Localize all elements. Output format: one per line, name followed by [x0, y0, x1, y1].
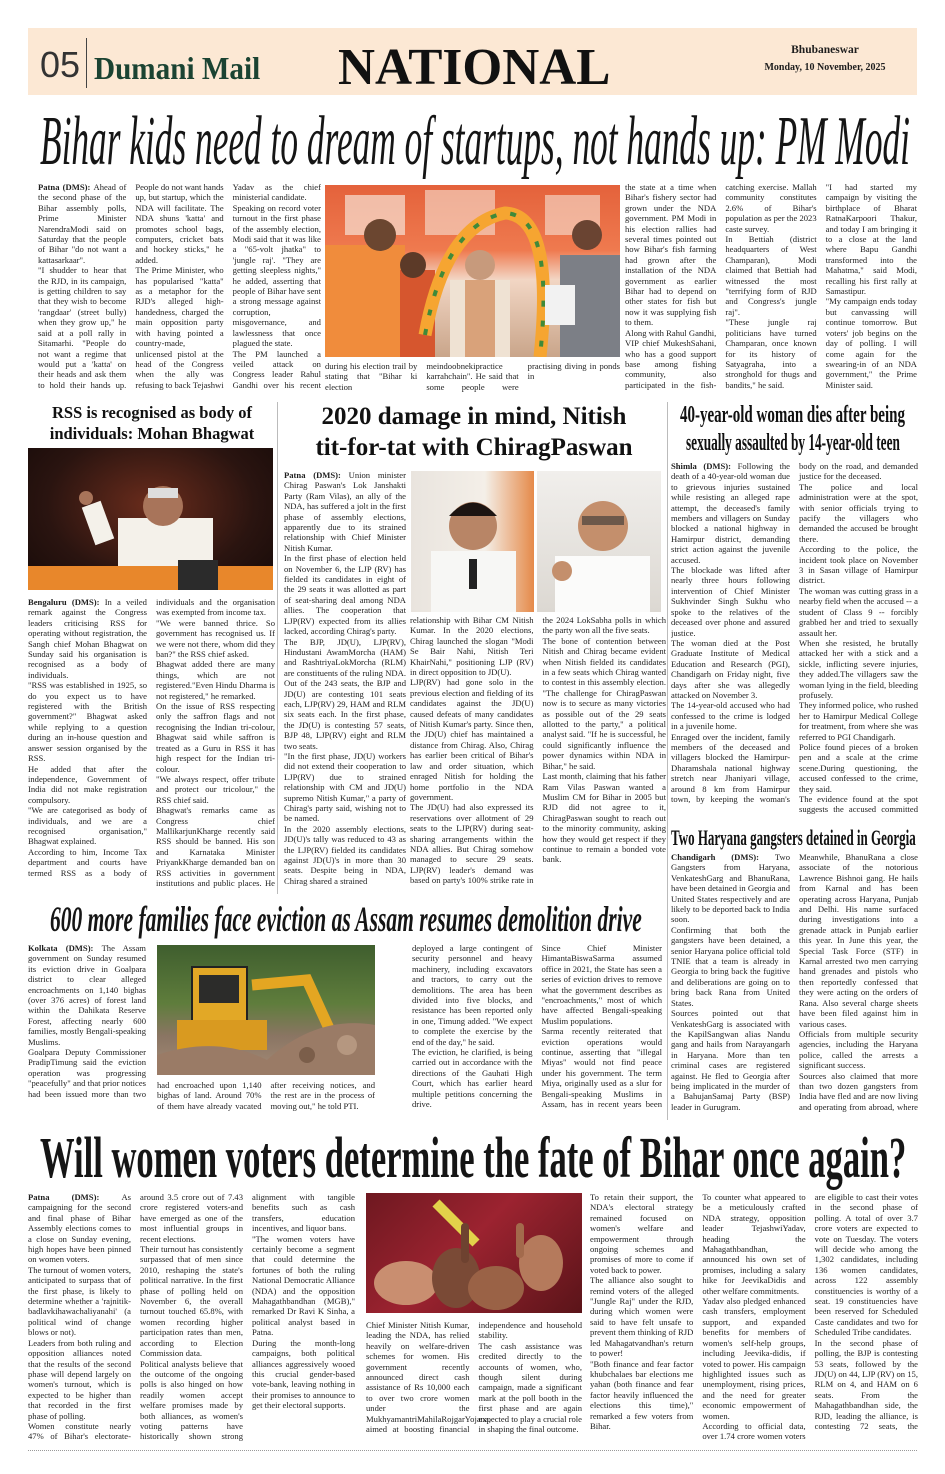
paragraph: The evidence found at the spot suggests the accused committed	[799, 794, 918, 815]
paragraph: In the 2020 assembly elections, JD(U)'s tally was reduced to 43 as the LJP(RV) fielded its candidates against JD(U)'s in more than 30 seats. Despite being in NDA, Chirag shared a strained	[284, 823, 406, 886]
nitish-headline: 2020 damage in mind, Nitish tit-for-tat with ChiragPaswan	[315, 403, 633, 461]
paragraph: According to him, Income Tax department and courts have termed RSS as a body of individuals and the organisation was exempted from income tax.	[28, 597, 275, 878]
paragraph: Last month, claiming that his father Ram Vilas Paswan wanted a Muslim CM for Bihar in 2005 but RJD did not agree to it, ChiragPaswan sought to reach out to the minority community, asking how they would get respect if they continue to remain a bonded vote bank.	[542, 771, 666, 865]
paragraph: Bengaluru (DMS): In a veiled remark against the Congress leaders criticising RSS for operating without registration, the Sangh chief Mohan Bhagwat on Sunday said his organisation is recognised as a body of individuals.	[28, 597, 147, 680]
lead-photo-modi-garlanded	[325, 185, 620, 357]
haryana-body	[671, 852, 918, 1117]
paragraph: According to the police, the incident took place on November 3 in Sasan village of Hamirpur district.	[799, 544, 918, 586]
rss-headline: RSS is recognised as body of individuals: Mohan Bhagwat	[49, 403, 255, 443]
paragraph: Enraged over the incident, family members of the deceased and villagers blocked the Hamirpur-Dharamshala national highway stretch near Jhaniyari village, around 8 km from Hamirpur town, by keeping the woman's body on the road, and demanded justice for the deceased.	[671, 461, 918, 804]
paragraph: To counter what appeared to be a meticulously crafted NDA strategy, opposition leader TejashwiYadav, heading the Mahagathbandhan, announced his own set of promises, including a salary hike for JeevikaDidis and other welfare commitments.	[702, 1192, 806, 1296]
photo-illustration	[411, 471, 534, 612]
paragraph: Along with Rahul Gandhi, VIP chief MukeshSahani, who has a good support base among fishing community, also participated in the fish-catching exercise. Mallah community constitutes 2.6% of Bihar's population as per the 2023 caste survey.	[625, 182, 817, 390]
dateline: Shimla (DMS):	[671, 461, 738, 471]
paragraph: LJP(RV) had gone solo in the previous election and fielding of its candidates against the JD(U) caused defeats of many candidates of Nitish Kumar's party. Since then, the JD(U) chief has maintained a distance from Chirag. Also, Chirag has earlier been critical of Bihar's law and order situation, which enraged Nitish for holding the home portfolio in the NDA government.	[410, 677, 534, 802]
masthead-divider	[86, 38, 87, 88]
paragraph: Political analysts believe that the outcome of the ongoing polls is also hinged on how readily women accept welfare promises made by both alliances, as women's voting patterns have historically shown strong alignment with tangible benefits such as cash transfers, education incentives, and liquor bans.	[140, 1192, 355, 1442]
paragraph: In the first phase of election held on November 6, the LJP (RV) has fielded its candidates in eight of the 29 seats it was allotted as part of seat-sharing deal among NDA allies. The cooperation that LJP(RV) expected from its allies lacked, according Chirag's party.	[284, 553, 406, 637]
women-photo-inked-fingers	[366, 1193, 582, 1313]
lead-body-left	[38, 182, 321, 396]
edition-date: Monday, 10 November, 2025	[764, 62, 886, 73]
paragraph: had encroached upon 1,140 bighas of land. Around 70% of them have already vacated after receiving notices, and the rest are in the process of moving out," he told PTI.	[157, 1080, 375, 1111]
dateline: Bengaluru (DMS):	[28, 597, 105, 607]
paragraph: The blockade was lifted after nearly three hours following intervention of Chief Minister Sukhvinder Singh Sukhu who spoke to the relatives of the deceased over phone and assured justice.	[671, 565, 790, 638]
paragraph: "RSS was established in 1925, so do you expect us to have registered with the British government?" Bhagwat asked while replying to a question during an in-house question and answer session organised by the RSS.	[28, 680, 147, 764]
paragraph: Patna (DMS): Union minister Chirag Paswan's Lok Janshakti Party (Ram Vilas), an ally of the NDA, has suffered a jolt in the first phase of assembly elections, apparently due to its strained relationship with Chief Minister Nitish Kumar.	[284, 470, 406, 553]
photo-illustration	[28, 448, 273, 590]
paragraph: On the issue of RSS respecting only the saffron flags and not recognising the Indian tri-colour, Bhagwat said while saffron is treated as a Guru in RSS it has high respect for the Indian tri-colour.	[156, 701, 275, 774]
paragraph: "The women voters have certainly become a segment that could determine the fortunes of both the ruling National Democratic Alliance (NDA) and the opposition Mahagathbandhan (MGB)," remarked Dr Ravi K Sinha, a political analyst based in Patna.	[252, 1233, 355, 1338]
photo-illustration	[157, 945, 375, 1075]
women-headline: Will women voters determine the fate of Bihar once again?	[40, 1125, 907, 1190]
photo-illustration	[325, 185, 620, 357]
paragraph: Since Chief Minister HimantaBiswaSarma assumed office in 2021, the State has seen a series of eviction drives to remove what the government describes as "encroachments," most of which have affected Bengali-speaking Muslim populations.	[541, 943, 662, 1026]
dateline: Patna (DMS):	[28, 1192, 122, 1202]
nitish-body-right	[410, 615, 666, 895]
lead-body-right	[625, 182, 917, 396]
column-divider	[277, 402, 278, 894]
photo-illustration	[537, 471, 661, 612]
lead-headline: Bihar kids need to dream of startups, not hands up: PM Modi	[40, 103, 910, 180]
paragraph: The BJP, JD(U), LJP(RV), Hindustani AwamMorcha (HAM) and RashtriyaLokMorcha (RLM) are constituents of the ruling NDA. Out of the 243 seats, the BJP and JD(U) are contesting 101 seats each, LJP(RV) 29, HAM and RLM six seats each. In the first phase, the JD(U) is contesting 57 seats, BJP 48, LJP(RV) eight and RLM two seats.	[284, 636, 406, 751]
haryana-headline: Two Haryana gangsters detained in Georgia	[671, 825, 916, 850]
paragraph: Meanwhile, BhanuRana a close associate of the notorious Lawrence Bishnoi gang. He hails from Karnal and has been operating across Haryana, Punjab and Delhi. His name surfaced during investigations into a grenade attack in Punjab earlier this year. In June this year, the Special Task Force (STF) in Karnal arrested two men carrying hand grenades and pistols who then reportedly confessed that they were acting on the orders of Rana. Also several charge sheets have been filed against him in various cases.	[799, 852, 918, 1029]
photo-illustration	[366, 1193, 582, 1313]
shimla-body	[671, 461, 918, 821]
paragraph: Sources pointed out that VenkateshGarg is associated with the KapilSangwan alias Nandu gang and hails from Narayangarh in Haryana. More than ten criminal cases are registered against. He fled to Georgia after being implicated in the murder of a BahujanSamaj Party (BSP) leader in Gurugram.	[671, 1008, 790, 1112]
paragraph: Chief Minister Nitish Kumar, leading the NDA, has relied heavily on welfare-driven schemes for women. His government recently announced direct cash assistance of Rs 10,000 each to over two crore women under the MukhyamantriMahilaRojgarYojana, aimed at boosting financial independence and household stability.	[366, 1320, 582, 1435]
paragraph: "These jungle raj politicians have turned Champaran, once known for its history of Satyagraha, into a stronghold for thugs and bandits," he said.	[725, 317, 817, 390]
paragraph: Yadav also pledged enhanced cash transfers, employment support, and expanded benefits for members of women's self-help groups, including Jeevika-didis, if voted to power. His campaign highlighted issues such as unemployment, rising prices, and the need for greater economic empowerment of women.	[702, 1296, 806, 1421]
paragraph: The bone of contention between Nitish and Chirag became evident when Nitish fielded its candidates in a few seats which Chirag wanted to contest in this assembly election. "The challenge for ChiragPaswan now is to secure as many victories as possible out of the 29 seats allotted to the party," a political analyst said. "If he is successful, he could significantly influence the power dynamics within NDA in Bihar," he said.	[542, 635, 666, 771]
paragraph: The police and local administration were at the spot, with senior officials trying to pacify the villagers who demanded the accused be brought there.	[799, 481, 918, 544]
shimla-headline-line1: 40-year-old woman dies after being	[680, 402, 905, 428]
paragraph: Shimla (DMS): Following the death of a 40-year-old woman due to grievous injuries sustained while resisting an alleged rape attempt, the deceased's family members and villagers on Sunday blocked a national highway in Hamirpur district, demanding strict action against the juvenile accused.	[671, 461, 790, 565]
paragraph: During the month-long campaigns, both political alliances aggressively wooed this crucial gender-based vote-bank, leaving nothing in their promises to announce to get their electoral supports.	[252, 1337, 355, 1411]
paragraph: "In the first phase, JD(U) workers did not extend their cooperation to LJP(RV) due to strained relationship with CM and JD(U) supremo Nitish Kumar," a party of Chirag's party said, wishing not to be named.	[284, 750, 406, 824]
assam-photo-bulldozer	[157, 945, 375, 1075]
paragraph: Kolkata (DMS): The Assam government on Sunday resumed its eviction drive in Goalpara district to clear alleged encroachments on 1,140 bighas (over 376 acres) of forest land within the Dahikata Reserve Forest, affecting nearly 600 families, mostly Bengali-speaking Muslims.	[28, 943, 146, 1047]
paragraph: "We always respect, offer tribute and protect our tricolour," the RSS chief said.	[156, 773, 275, 805]
dateline: Patna (DMS):	[38, 182, 94, 192]
paragraph: The woman died at the Post Graduate Institute of Medical Education and Research (PGI), Chandigarh on Friday night, five days after she was allegedly attacked on November 3.	[671, 637, 790, 700]
paragraph: He added that after the independence, Government of India did not make registration compulsory.	[28, 763, 147, 805]
shimla-headline-line2: sexually assaulted by 14-year-old teen	[686, 430, 900, 456]
paragraph: Their turnout has consistently surpassed that of men since 2010, reshaping the state's political narrative. In the first phase of polling held on November 6, the overall turnout touched 65.8%, with women recording higher participation rates than men, according to Election Commission data.	[140, 1244, 243, 1359]
women-body-left	[28, 1192, 355, 1442]
assam-body-middle	[157, 1080, 375, 1118]
paragraph: In Bettiah (district headquarters of West Champaran), Modi claimed that Bettiah had witnessed the most "terrifying form of RJD and Congress's jungle raj".	[725, 234, 817, 317]
rss-body	[28, 597, 275, 894]
paragraph: Bhagwat's remarks came as Congress chief MallikarjunKharge recently said RSS should be banned. His son and Karnataka Minister PriyankKharge demanded ban on RSS activities in government institutions and public places. He	[156, 805, 275, 888]
paragraph: "Both finance and fear factor khubchalaes bar elections me yahan (both finance and fear factor heavily influenced the elections this time)," remarked a few voters from Bihar.	[590, 1358, 694, 1431]
paragraph: Sarma recently reiterated that eviction operations would continue, asserting that "illegal Miyas" would not find peace under his government. The term Miya, originally used as a slur for Bengali-speaking Muslims in Assam, has in recent years been	[541, 1026, 662, 1110]
women-body-right	[590, 1192, 918, 1442]
lead-body-middle	[325, 361, 620, 397]
paragraph: Confirming that both the gangsters have been detained, a senior Haryana police official told TNIE that a team is already in Georgia to bring back the fugitive and deliberations are going on to bring back Rana from United States.	[671, 924, 790, 1008]
assam-body-right	[412, 943, 662, 1118]
paragraph: Leaders from both ruling and opposition alliances noted that the results of the second phase will depend largely on women's turnout, which is expected to be higher than that recorded in the first phase of polling.	[28, 1337, 131, 1421]
paragraph: Police found pieces of a broken pen and a scale at the crime scene.During questioning, the accused confessed to the crime, they said.	[799, 741, 918, 794]
photo-nitish-kumar	[537, 471, 661, 612]
dateline: Kolkata (DMS):	[28, 943, 102, 953]
page-number: 05	[40, 44, 81, 85]
paragraph: The cash assistance was credited directly to the accounts of women, who, though silent during campaign, made a significant mark at the poll booth in the first phase and are again expected to play a crucial role in shaping the final outcome.	[478, 1340, 582, 1435]
paragraph: In the second phase of polling, the BJP is contesting 53 seats, followed by the JD(U) on 44, LJP (RV) on 15, RLM on 4, and HAM on 6 seats. From the Mahagathbandhan side, the RJD, leading the alliance, is contesting 72 seats, the	[814, 1337, 918, 1431]
paragraph: The PM launched a veiled attack on Congress leader Rahul Gandhi over his recent	[232, 348, 321, 390]
paragraph: To retain their support, the NDA's electoral strategy remained focused on women's welfare and empowerment through ongoing schemes and promises of more to come if voted back to power.	[590, 1192, 694, 1275]
section-title: NATIONAL	[338, 39, 611, 96]
nitish-body-left	[284, 470, 406, 895]
paragraph: "I shudder to hear that the RJD, in its campaign, is getting children to say that they wish to become 'rangdaar' (street bully) when they grow up," he said at a poll rally in Sitamarhi. "People do not want a regime that would put a 'katta' on their heads and ask them to hold their hands up. People do not want hands up, but startup, which the NDA will facilitate. The NDA shuns 'katta' and promotes school bags, computers, cricket bats and hockey sticks," he added.	[38, 182, 224, 390]
paragraph: According to official data, over 1.74 crore women voters are eligible to cast their votes in the second phase of polling. A total of over 3.7 crore voters are expected to vote on Tuesday. The voters will decide who among the 1,302 candidates, including 136 women candidates, across 122 assembly constituencies is worthy of a seat. 19 constituencies have been reserved for Scheduled Caste candidates and two for Scheduled Tribe candidates.	[702, 1192, 918, 1442]
paragraph: They informed police, who rushed her to Hamirpur Medical College for treatment, from where she was referred to PGI Chandigarh.	[799, 700, 918, 742]
paragraph: Chandigarh (DMS): Two Gangsters from Haryana, VenkateshGarg and BhanuRana, have been detained in Georgia and United States respectively and are likely to be deported back to India soon.	[671, 852, 790, 925]
paragraph: Bhagwat added there are many things, which are not registered."Even Hindu Dharma is not registered," he remarked.	[156, 659, 275, 701]
column-divider	[667, 402, 668, 1120]
paragraph: Patna (DMS): As campaigning for the second and final phase of Bihar Assembly elections comes to a close on Sunday evening, high hopes have been pinned on women voters.	[28, 1192, 131, 1265]
paragraph: "I had started my campaign by visiting the birthplace of Bharat RatnaKarpoori Thakur, and today I am bringing it to a close at the land where Bapu Gandhi transformed into the Mahatma," said Modi, recalling his first rally at Samastipur.	[825, 182, 917, 297]
paragraph: The eviction, he clarified, is being carried out in accordance with the directions of the Gauhati High Court, which has earlier heard multiple petitions concerning the drive.	[412, 1047, 533, 1110]
dateline: Chandigarh (DMS):	[671, 852, 775, 862]
paragraph: "We were banned thrice. So government has recognised us. If we were not there, whom did they ban?" the RSS chief asked.	[156, 617, 275, 660]
assam-body-left	[28, 943, 146, 1118]
dateline: Patna (DMS):	[284, 470, 349, 480]
paragraph: the state at a time when Bihar's fishery sector had grown under the NDA government. PM Modi in his election rallies had several times pointed out how Bihar's fish farming had grown after the installation of the NDA government as earlier Bihar had to depend on other states for fish but now it was supplying fish to them.	[625, 182, 717, 328]
paragraph: Patna (DMS): Ahead of the second phase of the Bihar assembly polls, Prime Minister NarendraModi said on Saturday that the people of Bihar "do not want a kattasarkaar".	[38, 182, 127, 265]
assam-headline: 600 more families face eviction as Assam resumes demolition drive	[50, 899, 642, 939]
paragraph: Goalpara Deputy Commissioner PradipTimung said the eviction operation was progressing "peacefully" and that prior notices had been issued more than two	[28, 1047, 146, 1099]
rss-photo-bhagwat	[28, 448, 273, 590]
paragraph: The 14-year-old accused who had confessed to the crime is lodged in a juvenile home.	[671, 700, 790, 732]
paragraph: When she resisted, he brutally attacked her with a stick and a sickle, inflicting severe injuries, they added.The villagers saw the woman lying in the field, bleeding profusely.	[799, 637, 918, 700]
paragraph: The alliance also sought to remind voters of the alleged "Jungle Raj" under the RJD, during which women were said to have felt unsafe to prevent them thinking of RJD led Mahagatvandhan's return to power!	[590, 1275, 694, 1359]
photo-chirag-paswan	[411, 471, 534, 612]
paragraph: Officials from multiple security agencies, including the Haryana police, called the arrests a significant success.	[799, 1028, 918, 1071]
paragraph: during his election trail by stating that "Bihar ki election meindoobnekipractice karrahchain". He said that some people were practising diving in ponds in	[325, 361, 620, 392]
edition-city: Bhubaneswar	[791, 44, 859, 56]
page-bottom-rule	[28, 1450, 917, 1451]
paragraph: relationship with Bihar CM Nitish Kumar. In the 2020 elections, Chirag launched the slogan "Modi Se Bair Nahi, Nitish Teri KhairNahi," positioning LJP (RV) in direct opposition to JD(U).	[410, 615, 534, 678]
paragraph: The turnout of women voters, anticipated to surpass that of the first phase, is likely to determine whether a 'rajnitik-badlavkihawachaliyanahi' (a political wind of change blows or not).	[28, 1264, 131, 1338]
paragraph: The JD(U) had also expressed its reservations over allotment of 29 seats to the LJP(RV) during seat-sharing arrangements within the NDA allies. But Chirag somehow managed to secure 29 seats. LJP(RV) leader's demand was based on party's 100% strike rate in the 2024 LokSabha polls in which the party won all the five seats.	[410, 615, 666, 886]
paragraph: Women constitute nearly 47% of Bihar's electorate-around 3.5 crore out of 7.43 crore registered voters-and have emerged as one of the most influential groups in recent elections.	[28, 1192, 243, 1442]
paragraph: "We are categorised as body of individuals, and we are a recognised organisation," Bhagwat explained.	[28, 805, 147, 847]
women-body-middle	[366, 1320, 582, 1442]
paragraph: Sources also claimed that more than two dozen gangsters from India have fled and are now living and operating from abroad, where	[799, 1070, 918, 1112]
paragraph: The Prime Minister, who has popularised "katta" as a metaphor for the RJD's alleged high-handedness, charged the main opposition party with having pointed a country-made, unlicensed pistol at the head of the Congress when the ally was refusing to back Tejashwi Yadav as the chief ministerial candidate.	[135, 182, 321, 390]
brand-logo: Dumani Mail	[94, 50, 261, 86]
paragraph: Speaking on record voter turnout in the first phase of the assembly election, Modi said that it was like a "65-volt jhatka" to 'jungle raj'. "They are getting sleepless nights," he added, asserting that people of Bihar have sent a strong message against corruption, misgovernance, and lawlessness that once plagued the state.	[232, 202, 321, 349]
paragraph: "My campaign ends today but canvassing will continue tomorrow. But voters' job begins on the day of polling. I will come again for the swearing-in of an NDA government," the Prime Minister said.	[825, 296, 917, 390]
paragraph: The woman was cutting grass in a nearby field when the accused -- a student of Class 9 -- forcibly grabbed her and tried to sexually assault her.	[799, 585, 918, 638]
paragraph: deployed a large contingent of security personnel and heavy machinery, including excavators and tractors, to carry out the demolitions. The area has been divided into five blocks, and resistance has been reported only in one, Timung added. "We expect to complete the exercise by the end of the day," he said.	[412, 943, 533, 1047]
